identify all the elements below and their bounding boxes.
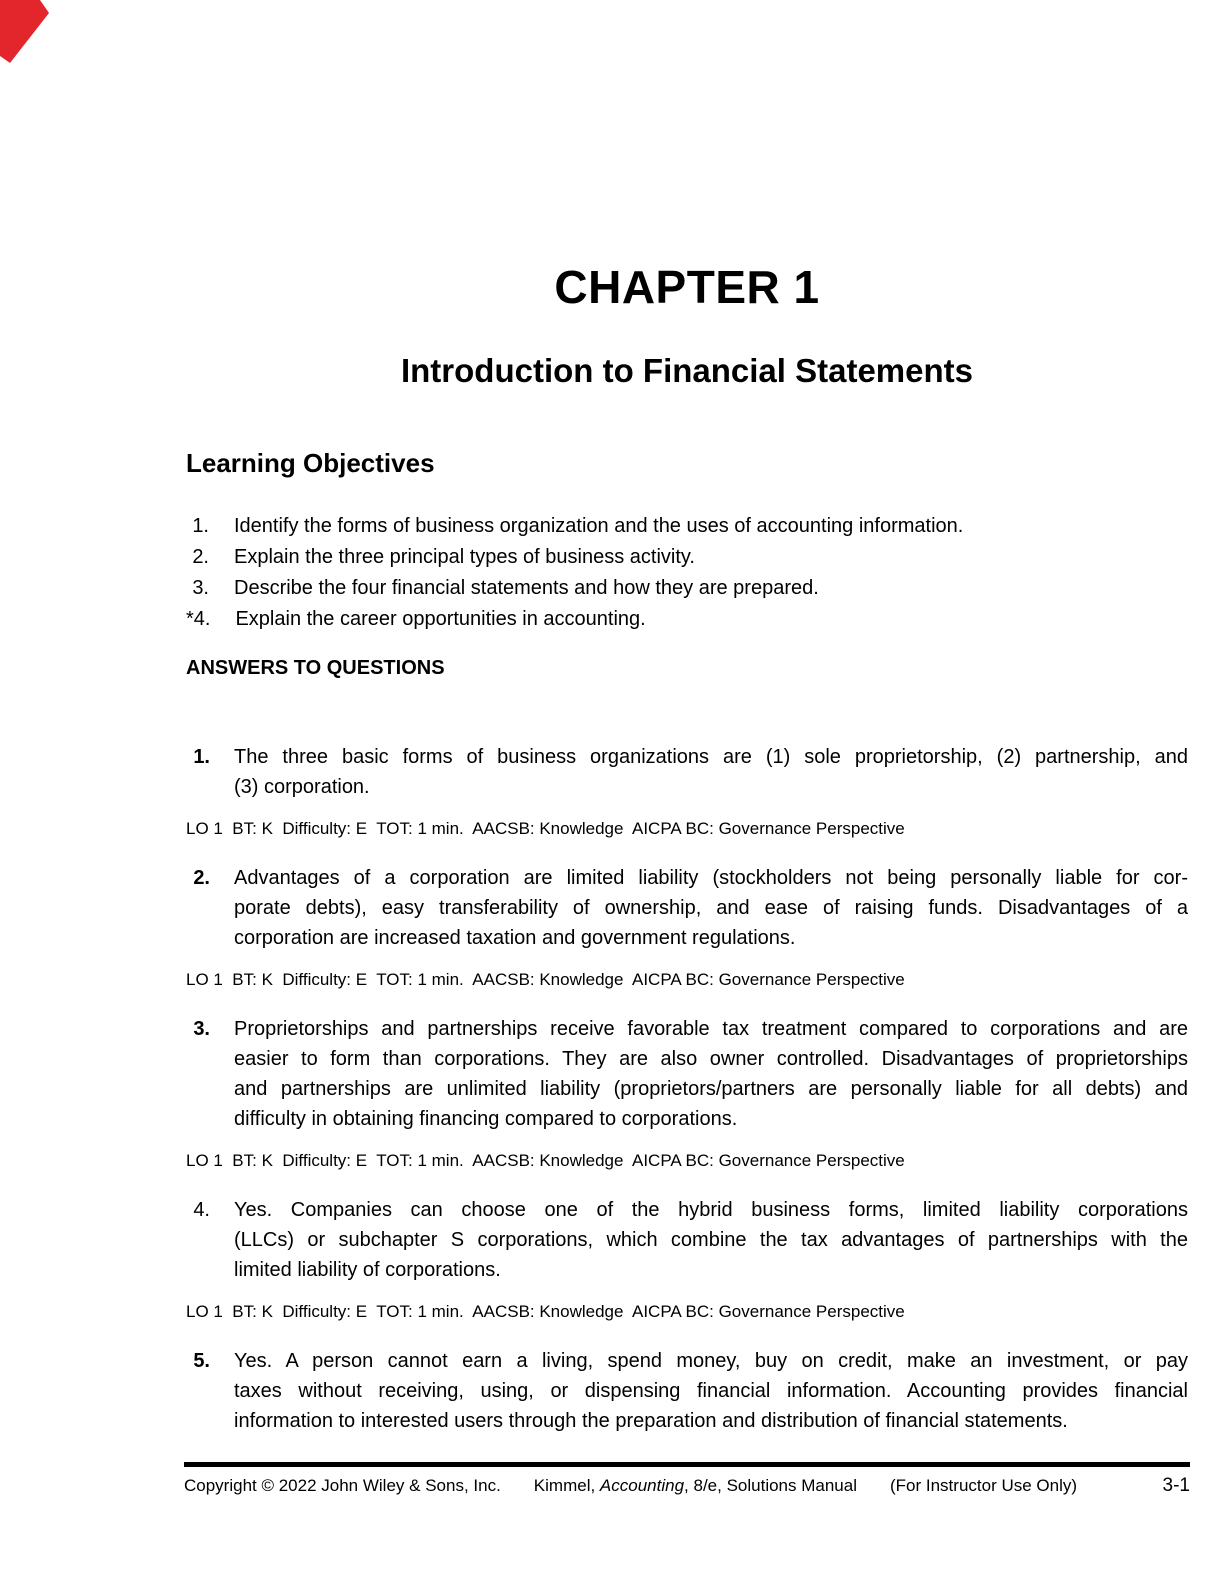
answer-number: 2. <box>193 867 210 889</box>
answer-line: limited liability of corporations. <box>234 1259 501 1281</box>
answer-number: 3. <box>193 1018 210 1040</box>
answer-meta: LO 1 BT: K Difficulty: E TOT: 1 min. AACSB: Knowledge AICPA BC: Governance Perspective <box>186 819 905 838</box>
footer-book-pre: Kimmel, <box>533 1476 600 1495</box>
answer-text <box>234 1014 1188 1134</box>
objective-text: Explain the career opportunities in accounting. <box>235 608 646 630</box>
objective-item <box>186 511 1188 542</box>
answer-line: Proprietorships and partnerships receive favorable tax treatment compared to corporations and are <box>234 1018 1188 1040</box>
answer-row <box>186 1014 1188 1134</box>
answer-line: porate debts), easy transferability of ownership, and ease of raising funds. Disadvantages of a <box>234 897 1188 919</box>
objective-number: 2. <box>192 546 209 568</box>
learning-objectives-list <box>186 511 1188 635</box>
answer-line: Advantages of a corporation are limited liability (stockholders not being personally liable for cor- <box>234 867 1188 889</box>
answer-item <box>186 1346 1188 1436</box>
footer-row <box>184 1476 1190 1496</box>
objective-item <box>186 542 1188 573</box>
objective-item <box>186 604 1188 635</box>
answer-text <box>234 742 1188 802</box>
page-footer <box>184 1462 1190 1496</box>
answers-list <box>186 742 1188 1436</box>
objective-number: *4. <box>186 608 211 630</box>
objective-text: Identify the forms of business organization and the uses of accounting information. <box>234 515 964 537</box>
answer-row <box>186 863 1188 953</box>
answer-item <box>186 1014 1188 1171</box>
objective-number: 1. <box>192 515 209 537</box>
objective-text: Describe the four financial statements and how they are prepared. <box>234 577 819 599</box>
footer-book-title <box>534 1476 857 1496</box>
footer-book-italic: Accounting <box>599 1476 685 1495</box>
answer-row <box>186 1195 1188 1285</box>
document-content <box>186 0 1188 1436</box>
answer-line: (3) corporation. <box>234 776 370 798</box>
objective-text: Explain the three principal types of business activity. <box>234 546 695 568</box>
answer-line: Yes. A person cannot earn a living, spend money, buy on credit, make an investment, or pay <box>234 1350 1188 1372</box>
answer-row <box>186 1346 1188 1436</box>
answer-text <box>234 863 1188 953</box>
footer-copyright: Copyright © 2022 John Wiley & Sons, Inc. <box>184 1476 501 1495</box>
corner-ribbon-icon <box>0 0 52 66</box>
answer-line: The three basic forms of business organizations are (1) sole proprietorship, (2) partnership, and <box>234 746 1188 768</box>
answer-meta: LO 1 BT: K Difficulty: E TOT: 1 min. AACSB: Knowledge AICPA BC: Governance Perspective <box>186 1151 905 1170</box>
answer-line: and partnerships are unlimited liability (proprietors/partners are personally liable for all debts) and <box>234 1078 1188 1100</box>
footer-instructor-note: (For Instructor Use Only) <box>890 1476 1078 1495</box>
answer-line: taxes without receiving, using, or dispensing financial information. Accounting provides financial <box>234 1380 1188 1402</box>
answer-line: information to interested users through the preparation and distribution of financial statements. <box>234 1410 1068 1432</box>
answer-number: 5. <box>193 1350 210 1372</box>
answer-line: difficulty in obtaining financing compared to corporations. <box>234 1108 738 1130</box>
answer-line: easier to form than corporations. They are also owner controlled. Disadvantages of proprietorships <box>234 1048 1188 1070</box>
answer-meta: LO 1 BT: K Difficulty: E TOT: 1 min. AACSB: Knowledge AICPA BC: Governance Perspective <box>186 970 905 989</box>
footer-rule <box>184 1462 1190 1467</box>
answer-line: Yes. Companies can choose one of the hybrid business forms, limited liability corporations <box>234 1199 1188 1221</box>
chapter-subtitle: Introduction to Financial Statements <box>400 352 974 389</box>
answer-row <box>186 742 1188 802</box>
answer-item <box>186 863 1188 990</box>
answers-heading: ANSWERS TO QUESTIONS <box>186 657 445 679</box>
answer-text <box>234 1346 1188 1436</box>
answer-number: 1. <box>193 746 210 768</box>
chapter-title: CHAPTER 1 <box>554 261 820 313</box>
answer-item <box>186 742 1188 839</box>
page-number: 3-1 <box>1162 1475 1190 1496</box>
learning-objectives-heading: Learning Objectives <box>186 448 435 478</box>
footer-book-post: , 8/e, Solutions Manual <box>684 1476 857 1495</box>
answer-number: 4. <box>193 1199 210 1221</box>
answer-meta: LO 1 BT: K Difficulty: E TOT: 1 min. AACSB: Knowledge AICPA BC: Governance Perspective <box>186 1302 905 1321</box>
answer-line: (LLCs) or subchapter S corporations, which combine the tax advantages of partnerships with the <box>234 1229 1188 1251</box>
objective-number: 3. <box>192 577 209 599</box>
objective-item <box>186 573 1188 604</box>
answer-line: corporation are increased taxation and government regulations. <box>234 927 796 949</box>
answer-text <box>234 1195 1188 1285</box>
answer-item <box>186 1195 1188 1322</box>
